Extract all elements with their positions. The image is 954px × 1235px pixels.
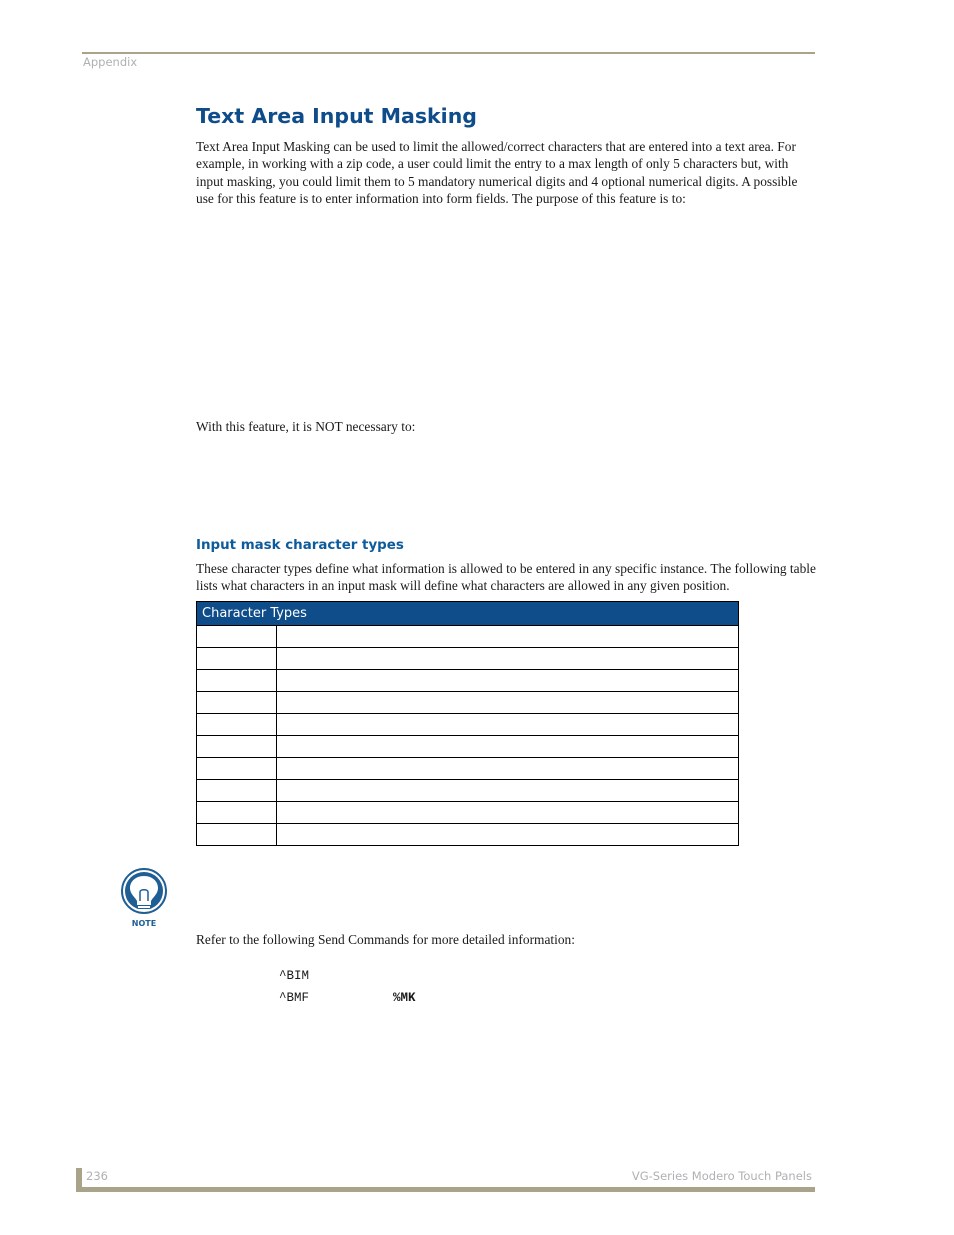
table-cell [197, 780, 277, 802]
table-cell [277, 714, 739, 736]
table-cell [197, 714, 277, 736]
header-rule [82, 52, 815, 54]
table-cell [197, 670, 277, 692]
table-cell [277, 626, 739, 648]
character-types-table [196, 601, 739, 846]
table-cell [277, 736, 739, 758]
table-row [197, 714, 739, 736]
table-cell [277, 780, 739, 802]
table-cell [197, 648, 277, 670]
intro-paragraph: Text Area Input Masking can be used to limit the allowed/correct characters that are entered into a text area. For example, in working with a zip code, a user could limit the entry to a max length of only 5 characters but, with input masking, you could limit them to 5 mandatory numerical digits and 4 optional numerical digits. A possible use for this feature is to enter information into form fields. The purpose of this feature is to: [196, 139, 798, 206]
table-cell [197, 692, 277, 714]
table-row [197, 802, 739, 824]
not-necessary-text: With this feature, it is NOT necessary to: [196, 419, 416, 434]
table-row [197, 670, 739, 692]
table-cell [197, 736, 277, 758]
subsection-description: These character types define what information is allowed to be entered in any specific instance. The following table lists what characters in an input mask will define what characters are allowed in any given position. [196, 561, 816, 594]
table-cell [277, 758, 739, 780]
table-cell [277, 648, 739, 670]
table-cell [277, 824, 739, 846]
page-number: 236 [86, 1169, 108, 1183]
table-row [197, 780, 739, 802]
footer-rule [82, 1187, 815, 1192]
subsection-heading: Input mask character types [196, 538, 404, 553]
table-header: Character Types [197, 602, 739, 626]
page-title: Text Area Input Masking [196, 104, 477, 128]
refer-text: Refer to the following Send Commands for more detailed information: [196, 932, 575, 947]
table-cell [197, 824, 277, 846]
section-header: Appendix [83, 55, 138, 69]
table-cell [277, 802, 739, 824]
table-cell [197, 802, 277, 824]
table-header-row [197, 602, 739, 626]
table-cell [277, 692, 739, 714]
footer-document-title: VG-Series Modero Touch Panels [631, 1169, 812, 1183]
table-row [197, 692, 739, 714]
lightbulb-icon [118, 868, 170, 932]
note-label: NOTE [131, 919, 157, 928]
table-cell [197, 758, 277, 780]
table-row [197, 824, 739, 846]
table-row [197, 736, 739, 758]
table-cell [277, 670, 739, 692]
table-row [197, 648, 739, 670]
table-row [197, 626, 739, 648]
table-row [197, 758, 739, 780]
command-bmf: ^BMF [279, 991, 310, 1005]
command-bim: ^BIM [279, 969, 310, 983]
table-cell [197, 626, 277, 648]
command-mk: %MK [393, 991, 416, 1005]
